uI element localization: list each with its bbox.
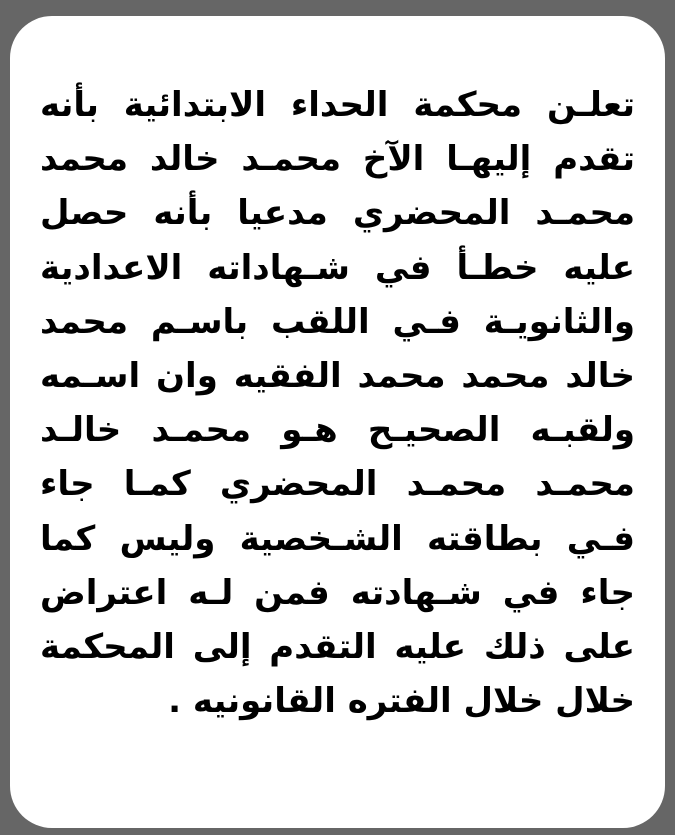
notice-line: على ذلك عليه التقدم إلى المحكمة — [40, 626, 635, 667]
notice-line: فـي بطاقته الشـخصية وليس كما — [40, 518, 635, 559]
notice-line: خلال خلال الفتره القانونيه . — [168, 681, 635, 722]
notice-line: محمـد المحضري مدعيا بأنه حصل — [40, 193, 635, 234]
notice-line: والثانويـة فـي اللقب باسـم محمد — [40, 301, 635, 342]
notice-line: عليه خطـأ في شـهاداته الاعدادية — [40, 247, 635, 288]
notice-line: ولقبـه الصحيـح هـو محمـد خالـد — [40, 410, 635, 451]
notice-line: محمـد محمـد المحضري كمـا جاء — [40, 464, 635, 505]
notice-line: تقدم إليهـا الآخ محمـد خالد محمد — [40, 139, 635, 180]
notice-line: جاء في شـهادته فمن لـه اعتراض — [40, 572, 635, 613]
notice-line: تعلـن محكمة الحداء الابتدائية بأنه — [40, 85, 635, 125]
notice-text — [40, 78, 635, 728]
notice-card — [10, 16, 665, 828]
notice-line: خالد محمد محمد الفقيه وان اسـمه — [40, 355, 635, 396]
